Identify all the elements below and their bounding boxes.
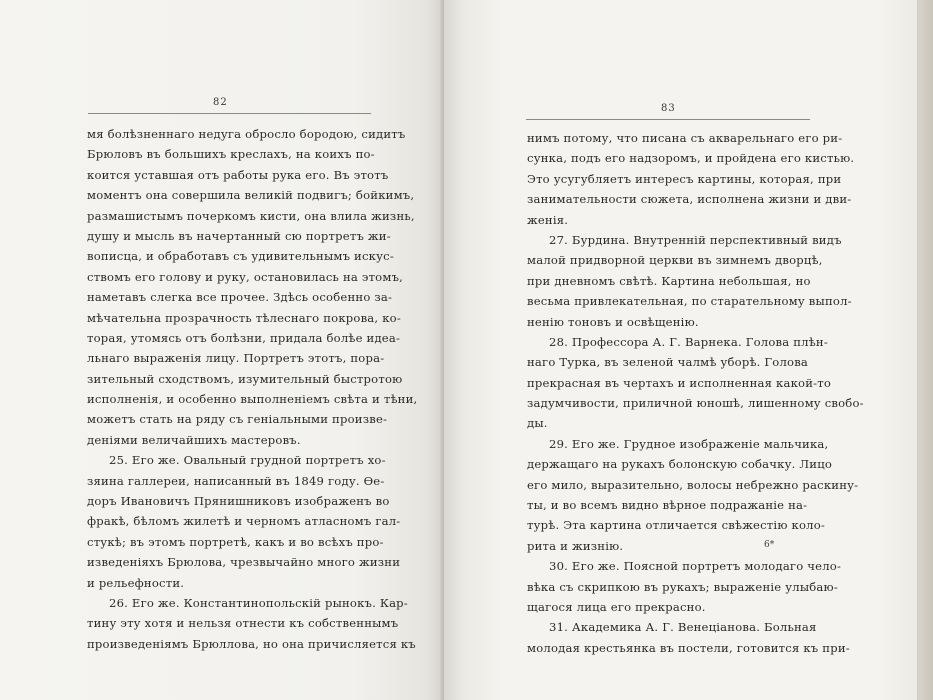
text-line: наго Турка, въ зеленой чалмѣ уборѣ. Голова <box>527 355 809 370</box>
text-line: льнаго выраженія лицу. Портретъ этотъ, пора- <box>87 351 385 366</box>
text-line: и рельефности. <box>87 575 185 590</box>
text-line: зительный сходствомъ, изумительный быстротою <box>87 371 403 386</box>
left-page <box>0 0 444 700</box>
text-line: размашистымъ почеркомъ кисти, она влила жизнь, <box>87 208 415 223</box>
text-line: 28. Профессора А. Г. Варнека. Голова плѣн- <box>549 334 828 349</box>
text-line: моментъ она совершила великій подвигъ; бойкимъ, <box>87 188 415 203</box>
text-line: молодая крестьянка въ постели, готовится къ при- <box>527 640 850 655</box>
text-line: Это усугубляетъ интересъ картины, которая, при <box>527 171 842 186</box>
text-line: 25. Его же. Овальный грудной портретъ хо- <box>109 453 386 468</box>
left-page-rule <box>88 113 371 114</box>
right-page-rule <box>526 119 810 120</box>
text-line: изведеніяхъ Брюлова, чрезвычайно много жизни <box>87 555 401 570</box>
text-line: доръ Ивановичъ Прянишниковъ изображенъ во <box>87 494 390 509</box>
text-line: торая, утомясь отъ болѣзни, придала болѣе идеа- <box>87 330 401 345</box>
text-line: произведеніямъ Брюллова, но она причисляется къ <box>87 636 416 651</box>
text-line: 29. Его же. Грудное изображеніе мальчика, <box>549 436 829 451</box>
text-line: ствомъ его голову и руку, остановилась на этомъ, <box>87 269 404 284</box>
text-line: можетъ стать на ряду съ геніальными произве- <box>87 412 388 427</box>
signature-mark: 6* <box>764 540 775 550</box>
left-page-text <box>87 124 417 654</box>
text-line: держащаго на рукахъ болонскую собачку. Лицо <box>527 457 833 472</box>
text-line: при дневномъ свѣтѣ. Картина небольшая, но <box>527 273 811 288</box>
right-page <box>444 0 918 700</box>
text-line: щагося лица его прекрасно. <box>527 599 706 614</box>
text-line: зяина галлереи, написанный въ 1849 году. Ѳе- <box>87 473 385 488</box>
text-line: ненію тоновъ и освѣщенію. <box>527 314 699 329</box>
text-line: весьма привлекательная, по старательному выпол- <box>527 294 852 309</box>
text-line: коится уставшая отъ работы рука его. Въ этотъ <box>87 167 389 182</box>
text-line: прекрасная въ чертахъ и исполненная какой-то <box>527 375 832 390</box>
text-line: ты, и во всемъ видно вѣрное подражаніе на- <box>527 498 808 513</box>
text-line: 27. Бурдина. Внутренній перспективный видъ <box>549 232 842 247</box>
text-line: душу и мысль въ начертанный сю портретъ жи- <box>87 228 391 243</box>
text-line: нимъ потому, что писана съ акварельнаго его ри- <box>527 131 843 145</box>
text-line: тину эту хотя и нельзя отнести къ собственнымъ <box>87 616 399 631</box>
text-line: его мило, выразительно, волосы небрежно раскину- <box>527 477 859 492</box>
text-line: наметавъ слегка все прочее. Здѣсь особенно за- <box>87 290 393 305</box>
text-line: женія. <box>527 212 569 227</box>
left-page-number: 82 <box>213 97 228 108</box>
text-line: 26. Его же. Константинопольскій рынокъ. Кар- <box>109 595 408 610</box>
text-line: деніями величайшихъ мастеровъ. <box>87 432 301 447</box>
text-line: мя болѣзненнаго недуга обросло бородою, сидитъ <box>87 127 406 141</box>
text-line: ды. <box>527 416 548 431</box>
right-page-text <box>527 128 864 658</box>
text-line: 31. Академика А. Г. Венеціанова. Больная <box>549 620 817 635</box>
text-line: стукѣ; въ этомъ портретѣ, какъ и во всѣхъ про- <box>87 534 384 549</box>
text-line: рита и жизнію. <box>527 538 624 553</box>
text-line: сунка, подъ его надзоромъ, и пройдена его кистью. <box>527 151 855 166</box>
text-line: 30. Его же. Поясной портретъ молодаго чело- <box>549 559 842 574</box>
right-page-number: 83 <box>661 103 676 114</box>
text-line: Брюловъ въ большихъ креслахъ, на коихъ по- <box>87 147 375 162</box>
text-line: задумчивости, приличной юношѣ, лишенному свобо- <box>527 396 864 411</box>
text-line: вописца, и обработавъ съ удивительнымъ искус- <box>87 249 394 264</box>
page-stack-edge <box>918 0 933 700</box>
text-line: занимательности сюжета, исполнена жизни и дви- <box>527 192 852 207</box>
text-line: малой придворной церкви въ зимнемъ дворцѣ, <box>527 253 823 268</box>
text-line: мѣчательна прозрачность тѣлеснаго покрова, ко- <box>87 310 401 325</box>
text-line: исполненія, и особенно выполненіемъ свѣта и тѣни, <box>87 392 418 407</box>
text-line: вѣка съ скрипкою въ рукахъ; выраженіе улыбаю- <box>527 579 838 594</box>
text-line: турѣ. Эта картина отличается свѣжестію коло- <box>527 518 825 533</box>
text-line: фракѣ, бѣломъ жилетѣ и черномъ атласномъ гал- <box>87 514 401 529</box>
